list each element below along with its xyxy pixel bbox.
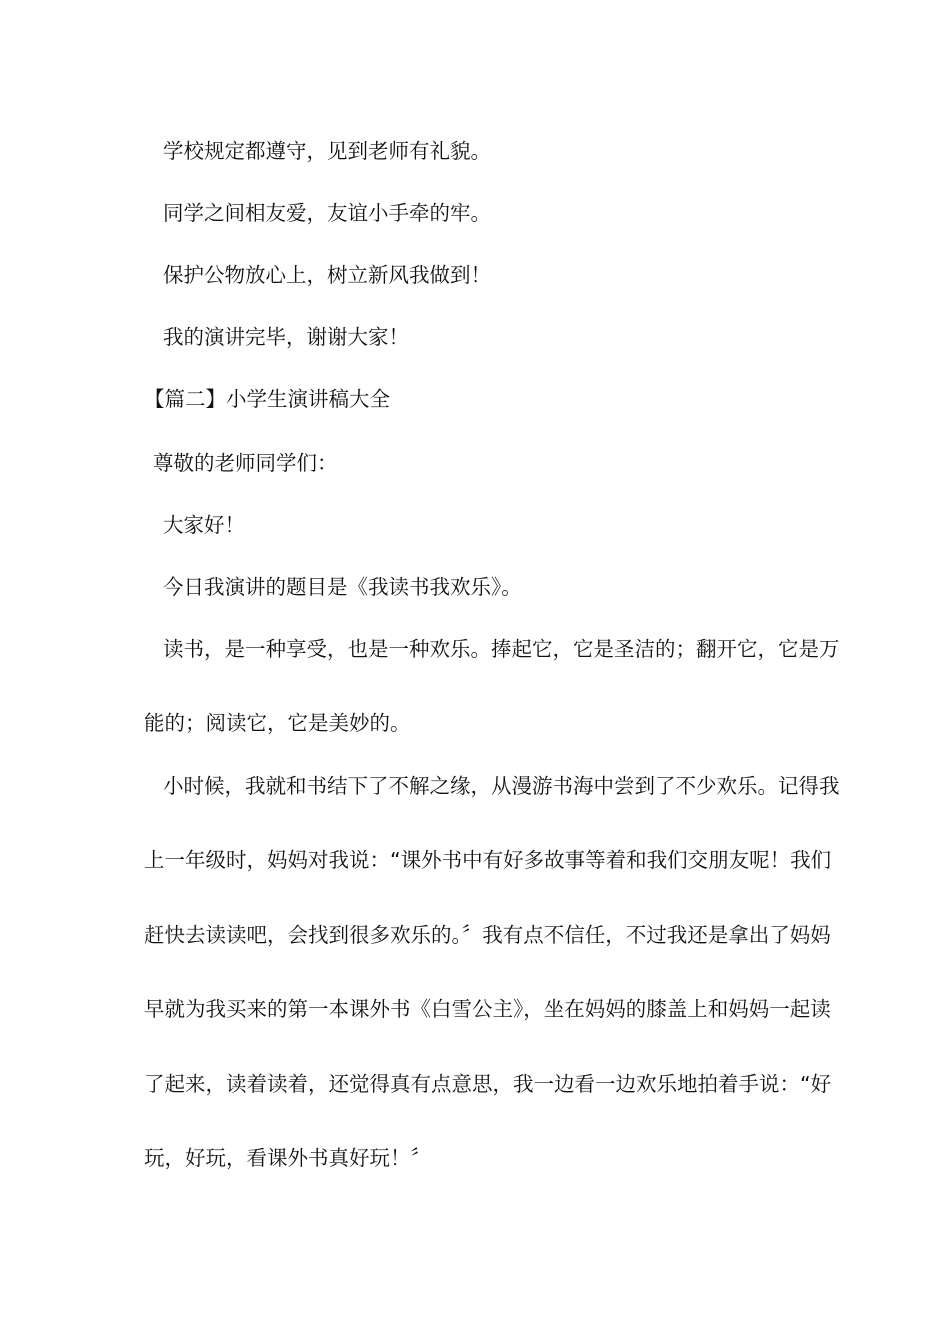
paragraph-line-2: 同学之间相友爱，友谊小手牵的牢。 <box>163 201 491 225</box>
speech-title-line: 今日我演讲的题目是《我读书我欢乐》。 <box>163 575 522 599</box>
salutation: 尊敬的老师同学们： <box>153 451 338 475</box>
paragraph-line-13: 赶快去读读吧，会找到很多欢乐的。〞我有点不信任，不过我还是拿出了妈妈 <box>144 923 831 947</box>
paragraph-line-16: 玩，好玩，看课外书真好玩！〞 <box>144 1146 431 1170</box>
paragraph-line-11: 小时候，我就和书结下了不解之缘，从漫游书海中尝到了不少欢乐。记得我 <box>163 774 840 798</box>
paragraph-line-3: 保护公物放心上，树立新风我做到！ <box>163 263 491 287</box>
paragraph-line-1: 学校规定都遵守，见到老师有礼貌。 <box>163 139 491 163</box>
section-heading: 【篇二】小学生演讲稿大全 <box>144 387 390 411</box>
paragraph-line-10: 能的；阅读它，它是美妙的。 <box>144 711 411 735</box>
greeting: 大家好！ <box>163 513 245 537</box>
paragraph-line-12: 上一年级时，妈妈对我说：“课外书中有好多故事等着和我们交朋友呢！我们 <box>144 848 832 872</box>
paragraph-line-9: 读书，是一种享受，也是一种欢乐。捧起它，它是圣洁的；翻开它，它是万 <box>163 637 840 661</box>
paragraph-line-15: 了起来，读着读着，还觉得真有点意思，我一边看一边欢乐地拍着手说：“好 <box>144 1072 832 1096</box>
paragraph-line-14: 早就为我买来的第一本课外书《白雪公主》，坐在妈妈的膝盖上和妈妈一起读 <box>144 997 831 1021</box>
paragraph-line-4: 我的演讲完毕，谢谢大家！ <box>163 325 409 349</box>
